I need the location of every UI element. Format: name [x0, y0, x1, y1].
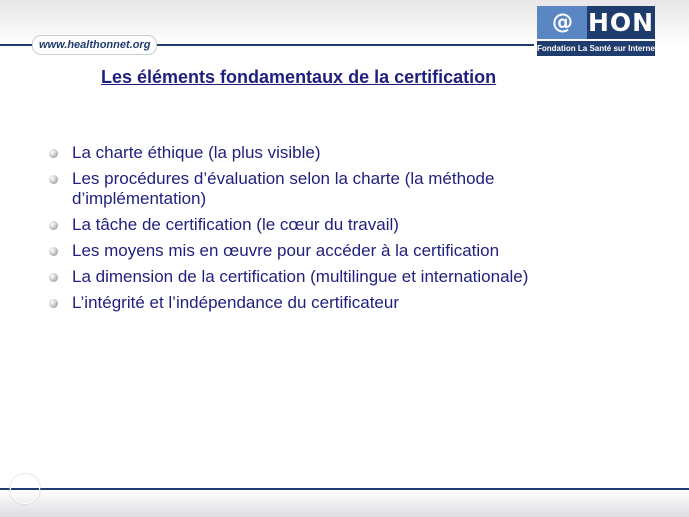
bullet-icon — [49, 299, 58, 308]
bullet-icon — [49, 149, 58, 158]
slide-title: Les éléments fondamentaux de la certification — [101, 67, 497, 87]
bullet-icon — [49, 273, 58, 282]
list-item — [49, 169, 649, 209]
list-item — [49, 241, 649, 261]
hon-logo — [537, 6, 658, 56]
bullet-text: L’intégrité et l’indépendance du certificateur — [72, 293, 399, 312]
bullet-list — [49, 143, 649, 319]
logo-mark — [537, 6, 655, 39]
logo-at-icon: @ — [537, 6, 587, 39]
footer-divider — [0, 488, 689, 490]
bullet-icon — [49, 247, 58, 256]
list-item — [49, 143, 649, 163]
list-item — [49, 267, 649, 287]
bullet-text: Les moyens mis en œuvre pour accéder à la certification — [72, 241, 500, 260]
bullet-icon — [49, 175, 58, 184]
site-url: www.healthonnet.org — [32, 35, 157, 55]
bullet-text: Les procédures d’évaluation selon la charte (la méthode d’implémentation) — [72, 169, 495, 208]
list-item — [49, 293, 649, 313]
bullet-text: La tâche de certification (le cœur du travail) — [72, 215, 399, 234]
logo-hon-text: HON — [587, 8, 655, 37]
logo-subtitle: Fondation La Santé sur Internet — [537, 41, 655, 56]
bullet-text: La dimension de la certification (multilingue et internationale) — [72, 267, 529, 286]
list-item — [49, 215, 649, 235]
bullet-icon — [49, 221, 58, 230]
footer-circle-decoration — [10, 474, 40, 504]
bullet-text: La charte éthique (la plus visible) — [72, 143, 321, 162]
footer-band — [0, 490, 689, 517]
